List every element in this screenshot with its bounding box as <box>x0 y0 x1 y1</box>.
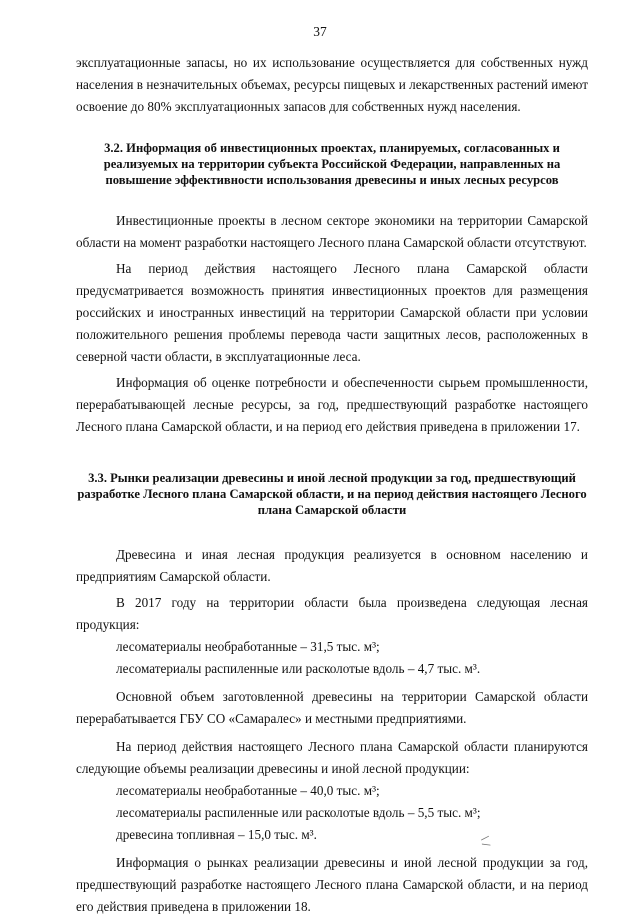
page-number: 37 <box>313 24 327 39</box>
planned-volume-item: лесоматериалы необработанные – 40,0 тыс. м³; <box>116 783 380 798</box>
final-paragraph: Информация о рынках реализации древесины и иной лесной продукции за год, предшествующий разработке настоящего Лесного плана Самарской области, и на период его действия приведена в приложении 18. <box>76 855 588 914</box>
section-3-3-title: 3.3. Рынки реализации древесины и иной лесной продукции за год, предшествующий разработке Лесного плана Самарской области, и на период действия настоящего Лесного плана Самарской области <box>77 471 587 517</box>
planned-volume-item: древесина топливная – 15,0 тыс. м³. <box>116 827 317 842</box>
section-3-2-paragraph: Информация об оценке потребности и обеспеченности сырьем промышленности, перерабатывающей лесные ресурсы, за год, предшествующий разработке настоящего Лесного плана Самарской области, и на период его действия приведена в приложении 17. <box>76 375 588 434</box>
section-3-2-paragraph: На период действия настоящего Лесного плана Самарской области предусматривается возможность принятия инвестиционных проектов для размещения российских и иностранных инвестиций на территории Самарской области при условии положительного решения проблемы перевода части защитных лесов, расположенных в северной части области, в эксплуатационные леса. <box>76 261 588 364</box>
section-3-2-title: 3.2. Информация об инвестиционных проектах, планируемых, согласованных и реализуемых на территории субъекта Российской Федерации, направленных на повышение эффективности использования древесины и иных лесных ресурсов <box>103 141 561 187</box>
planned-volumes-intro: На период действия настоящего Лесного плана Самарской области планируются следующие объемы реализации древесины и иной лесной продукции: <box>76 739 588 776</box>
section-3-3-paragraph: Древесина и иная лесная продукция реализуется в основном населению и предприятиям Самарской области. <box>76 547 588 584</box>
production-2017-item: лесоматериалы распиленные или расколотые вдоль – 4,7 тыс. м³. <box>116 661 481 676</box>
intro-paragraph: эксплуатационные запасы, но их использование осуществляется для собственных нужд населения в незначительных объемах, ресурсы пищевых и лекарственных растений имеют освоение до 80% эксплуатационных запасов для собственных нужд населения. <box>76 55 588 114</box>
planned-volume-item: лесоматериалы распиленные или расколотые вдоль – 5,5 тыс. м³; <box>116 805 481 820</box>
document-body <box>76 52 588 918</box>
processing-paragraph: Основной объем заготовленной древесины на территории Самарской области перерабатывается ГБУ СО «Самаралес» и местными предприятиями. <box>76 689 588 726</box>
section-3-2-paragraph: Инвестиционные проекты в лесном секторе экономики на территории Самарской области на момент разработки настоящего Лесного плана Самарской области отсутствуют. <box>76 213 588 250</box>
scan-artifact-mark: \ / <box>478 835 492 848</box>
production-2017-intro: В 2017 году на территории области была произведена следующая лесная продукция: <box>76 595 588 632</box>
production-2017-item: лесоматериалы необработанные – 31,5 тыс. м³; <box>116 639 380 654</box>
